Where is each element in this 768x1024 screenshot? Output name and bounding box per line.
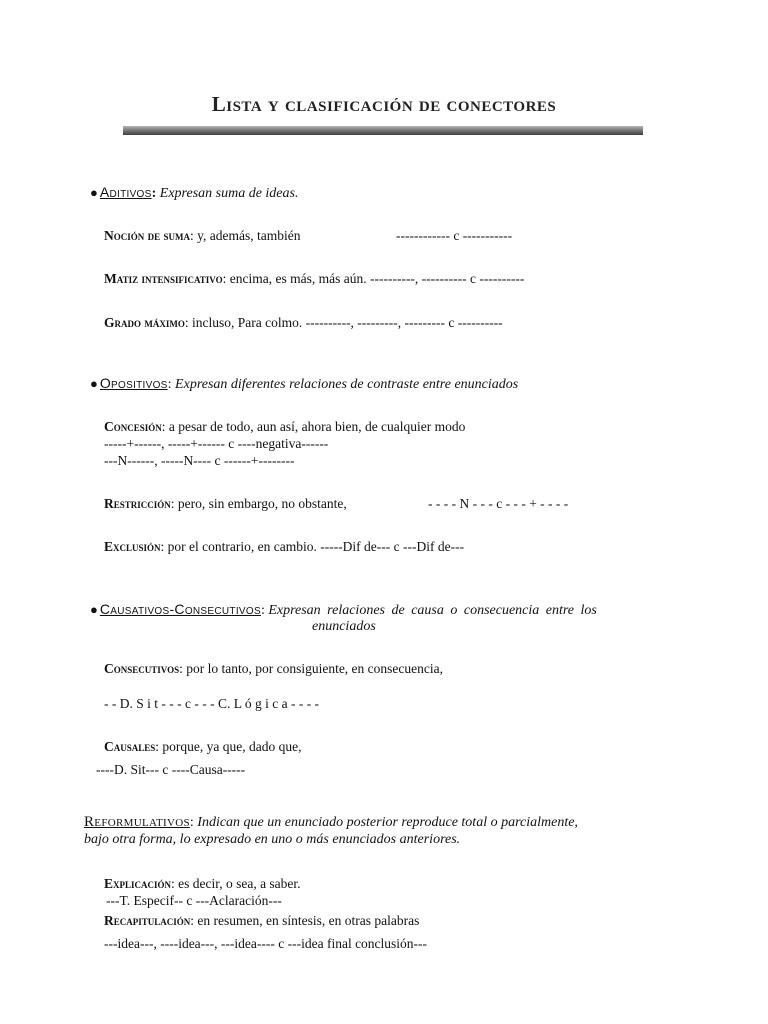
section-heading-opositivos [90, 375, 518, 393]
category-description: Indican que un enunciado posterior reproduce total o parcialmente, [197, 815, 578, 830]
section-heading-aditivos [90, 184, 298, 202]
connector-examples: : es decir, o sea, a saber. [171, 876, 301, 891]
connector-examples: : a pesar de todo, aun así, ahora bien, de cualquier modo [161, 419, 466, 434]
connector-label: Restricción [104, 496, 171, 511]
connector-line-nocion [104, 228, 300, 244]
connector-label: Consecutivos [104, 661, 180, 676]
colon: : [151, 186, 157, 201]
category-name: Reformulativos [84, 814, 190, 830]
category-description-cont: enunciados [312, 619, 376, 634]
connector-line-explicacion [104, 876, 301, 892]
connector-line-matiz [104, 271, 524, 287]
category-description-cont: bajo otra forma, lo expresado en uno o más enunciados anteriores. [84, 832, 461, 847]
connector-line-causales [104, 739, 301, 755]
connector-line-consecutivos [104, 661, 443, 677]
bullet-icon: ● [90, 185, 98, 200]
colon: : [189, 815, 194, 830]
connector-line-recapitulacion [104, 913, 419, 929]
connector-scheme: -----+------, -----+------ c ----negativa------ [104, 436, 329, 451]
bullet-icon: ● [90, 602, 98, 617]
category-description: Expresan diferentes relaciones de contraste entre enunciados [175, 377, 519, 392]
connector-scheme: ---N------, -----N---- c ------+-------- [104, 453, 295, 468]
category-name: Opositivos [99, 375, 168, 391]
connector-examples: : encima, es más, más aún. ----------, ---------- c ---------- [222, 271, 525, 286]
colon: : [167, 377, 172, 392]
connector-scheme: ----D. Sit--- c ----Causa----- [96, 762, 246, 777]
connector-label: Grado máximo [104, 315, 185, 330]
section-heading-causativos [90, 601, 597, 619]
connector-scheme: - - D. S i t - - - c - - - C. L ó g i c a - - - - [104, 696, 320, 711]
connector-label: Noción de suma [104, 228, 191, 243]
bullet-icon: ● [90, 376, 98, 391]
category-name: Causativos-Consecutivos [99, 601, 261, 617]
connector-examples: : pero, sin embargo, no obstante, [170, 496, 347, 511]
connector-examples: : porque, ya que, dado que, [155, 739, 302, 754]
colon: : [260, 603, 265, 618]
connector-label: Causales [104, 739, 156, 754]
connector-label: Recapitulación [104, 913, 191, 928]
connector-line-restriccion [104, 496, 347, 512]
connector-label: Exclusión [104, 539, 161, 554]
category-description: Expresan relaciones de causa o consecuencia entre los [268, 603, 597, 618]
connector-scheme: ------------ c ----------- [396, 228, 513, 243]
connector-examples: : incluso, Para colmo. ----------, ---------, --------- c ---------- [184, 315, 503, 330]
category-name: Aditivos [99, 184, 152, 200]
section-heading-reformulativos [84, 814, 578, 831]
connector-line-grado [104, 315, 503, 331]
connector-examples: : en resumen, en síntesis, en otras palabras [190, 913, 420, 928]
connector-label: Explicación [104, 876, 172, 891]
connector-line-exclusion [104, 539, 464, 555]
connector-line-concesion [104, 419, 465, 435]
page-title: Lista y clasificación de conectores [211, 92, 557, 116]
category-description: Expresan suma de ideas. [159, 186, 299, 201]
connector-scheme: ---T. Especif-- c ---Aclaración--- [106, 893, 282, 908]
connector-examples: : por lo tanto, por consiguiente, en consecuencia, [179, 661, 444, 676]
connector-examples: : y, además, también [190, 228, 301, 243]
connector-scheme: ---idea---, ----idea---, ---idea---- c ---idea final conclusión--- [104, 936, 428, 951]
connector-label: Concesión [104, 419, 162, 434]
connector-label: Matiz intensificativo [104, 271, 223, 286]
title-underline-bar [123, 126, 643, 135]
connector-examples: : por el contrario, en cambio. -----Dif de--- c ---Dif de--- [160, 539, 465, 554]
connector-scheme: - - - - N - - - c - - - + - - - - [428, 496, 569, 511]
